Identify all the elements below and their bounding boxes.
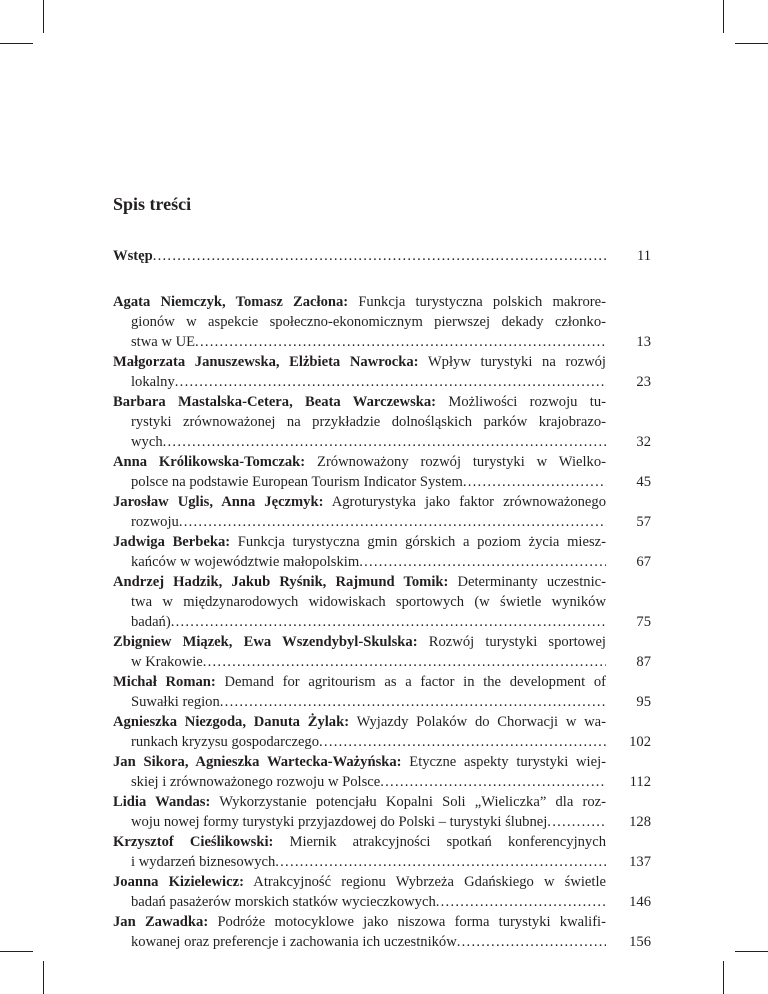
toc-title-line: badań) (131, 614, 171, 630)
page-number: 57 (636, 514, 651, 530)
leader-dots (203, 652, 606, 672)
page-number: 45 (636, 474, 651, 490)
toc-title-line: Demand for agritourism as a factor in the development of (224, 674, 606, 690)
toc-title-line: stwa w UE (131, 334, 196, 350)
toc-title-line: kańców w województwie małopolskim (131, 554, 360, 570)
toc-title-line: woju nowej formy turystyki przyjazdowej do Polski – turystyki ślubnej (131, 814, 548, 830)
toc-entry (113, 752, 651, 792)
toc-title-line: Agroturystyka jako faktor zrównoważonego (331, 494, 606, 510)
toc-title-line: Funkcja turystyczna polskich makrore- (358, 294, 606, 310)
toc-author: Krzysztof Cieślikowski: (113, 834, 274, 850)
toc-entry (113, 632, 651, 672)
toc-title-line: badań pasażerów morskich statków wycieczkowych (131, 894, 436, 910)
page-title: Spis treści (113, 194, 192, 214)
toc-title-line: runkach kryzysu gospodarczego (131, 734, 320, 750)
toc-entry (113, 712, 651, 752)
leader-dots (195, 332, 606, 352)
leader-dots (171, 612, 606, 632)
toc-title-line: Funkcja turystyczna gmin górskich a poziom życia miesz- (237, 534, 606, 550)
page-number: 95 (636, 694, 651, 710)
page-number: 87 (636, 654, 651, 670)
toc-author: Jarosław Uglis, Anna Jęczmyk: (113, 494, 324, 510)
toc-entry (113, 792, 651, 832)
toc-author: Michał Roman: (113, 674, 216, 690)
toc-title-line: Rozwój turystyki sportowej (428, 634, 606, 650)
crop-mark (0, 43, 33, 44)
toc-entry (113, 492, 651, 532)
toc-entry (113, 532, 651, 572)
page-number: 13 (636, 334, 651, 350)
leader-dots (220, 692, 606, 712)
toc-title-line: Wpływ turystyki na rozwój (427, 354, 606, 370)
toc-title-line: wych (131, 434, 163, 450)
table-of-contents (113, 246, 651, 952)
crop-mark (735, 951, 768, 952)
crop-mark (723, 961, 724, 994)
leader-dots (175, 372, 606, 392)
leader-dots (153, 246, 606, 266)
toc-title-line: i wydarzeń biznesowych (131, 854, 276, 870)
toc-title-line: Wyjazdy Polaków do Chorwacji w wa- (356, 714, 606, 730)
toc-entry (113, 352, 651, 392)
page-number: 67 (636, 554, 651, 570)
page-number: 156 (629, 934, 651, 950)
leader-dots (457, 932, 606, 952)
page-number: 128 (629, 814, 651, 830)
toc-title-line: skiej i zrównoważonego rozwoju w Polsce (131, 774, 381, 790)
toc-entries (113, 292, 651, 952)
page-number: 75 (636, 614, 651, 630)
toc-entry (113, 672, 651, 712)
toc-title-line: Atrakcyjność regionu Wybrzeża Gdańskiego w świetle (253, 874, 606, 890)
toc-author: Agnieszka Niezgoda, Danuta Żylak: (113, 714, 350, 730)
toc-title-line: rozwoju (131, 514, 179, 530)
toc-title-line: Etyczne aspekty turystyki wiej- (409, 754, 606, 770)
toc-title-line: Zrównoważony rozwój turystyki w Wielko- (317, 454, 606, 470)
crop-mark (43, 961, 44, 994)
toc-entry-label: Wstęp (113, 248, 153, 264)
toc-entry (113, 872, 651, 912)
crop-mark (723, 0, 724, 33)
page-number: 32 (636, 434, 651, 450)
page-number: 137 (629, 854, 651, 870)
toc-title-line: twa w międzynarodowych widowiskach sportowych (w świetle wyników (131, 594, 606, 610)
leader-dots (163, 432, 606, 452)
toc-author: Zbigniew Miązek, Ewa Wszendybyl-Skulska: (113, 634, 418, 650)
leader-dots (547, 812, 606, 832)
toc-title-line: gionów w aspekcie społeczno-ekonomicznym pierwszej dekady członko- (131, 314, 606, 330)
toc-entry (113, 572, 651, 632)
toc-title-line: Możliwości rozwoju tu- (448, 394, 606, 410)
toc-entry-intro (113, 246, 651, 266)
leader-dots (463, 472, 606, 492)
page-number: 102 (629, 734, 651, 750)
toc-author: Jan Zawadka: (113, 914, 209, 930)
page-number: 146 (629, 894, 651, 910)
toc-author: Jadwiga Berbeka: (113, 534, 231, 550)
toc-title-line: kowanej oraz preferencje i zachowania ich uczestników (131, 934, 457, 950)
toc-author: Agata Niemczyk, Tomasz Zacłona: (113, 294, 349, 310)
page-number: 112 (629, 774, 651, 790)
toc-title-line: w Krakowie (131, 654, 203, 670)
toc-entry (113, 392, 651, 452)
toc-author: Joanna Kizielewicz: (113, 874, 244, 890)
toc-entry (113, 452, 651, 492)
toc-title-line: rystyki zrównoważonej na przykładzie dolnośląskich parków krajobrazo- (131, 414, 606, 430)
toc-entry (113, 832, 651, 872)
toc-author: Lidia Wandas: (113, 794, 211, 810)
toc-author: Jan Sikora, Agnieszka Wartecka-Ważyńska: (113, 754, 402, 770)
toc-title-line: Wykorzystanie potencjału Kopalni Soli „Wieliczka” dla roz- (219, 794, 607, 810)
leader-dots (275, 852, 606, 872)
toc-author: Barbara Mastalska-Cetera, Beata Warczewska: (113, 394, 437, 410)
leader-dots (179, 512, 606, 532)
toc-title-line: Suwałki region (131, 694, 220, 710)
leader-dots (319, 732, 606, 752)
toc-title-line: polsce na podstawie European Tourism Indicator System (131, 474, 463, 490)
toc-title-line: Determinanty uczestnic- (457, 574, 606, 590)
toc-author: Andrzej Hadzik, Jakub Ryśnik, Rajmund Tomik: (113, 574, 449, 590)
leader-dots (359, 552, 606, 572)
toc-author: Anna Królikowska-Tomczak: (113, 454, 306, 470)
page-number: 23 (636, 374, 651, 390)
toc-title-line: lokalny (131, 374, 175, 390)
toc-author: Małgorzata Januszewska, Elżbieta Nawrocka: (113, 354, 419, 370)
crop-mark (43, 0, 44, 33)
leader-dots (436, 892, 606, 912)
crop-mark (0, 951, 33, 952)
page-number: 11 (636, 248, 651, 264)
toc-title-line: Miernik atrakcyjności spotkań konferencyjnych (289, 834, 606, 850)
toc-entry (113, 912, 651, 952)
toc-entry (113, 292, 651, 352)
crop-mark (735, 43, 768, 44)
leader-dots (380, 772, 606, 792)
toc-title-line: Podróże motocyklowe jako niszowa forma turystyki kwalifi- (217, 914, 606, 930)
